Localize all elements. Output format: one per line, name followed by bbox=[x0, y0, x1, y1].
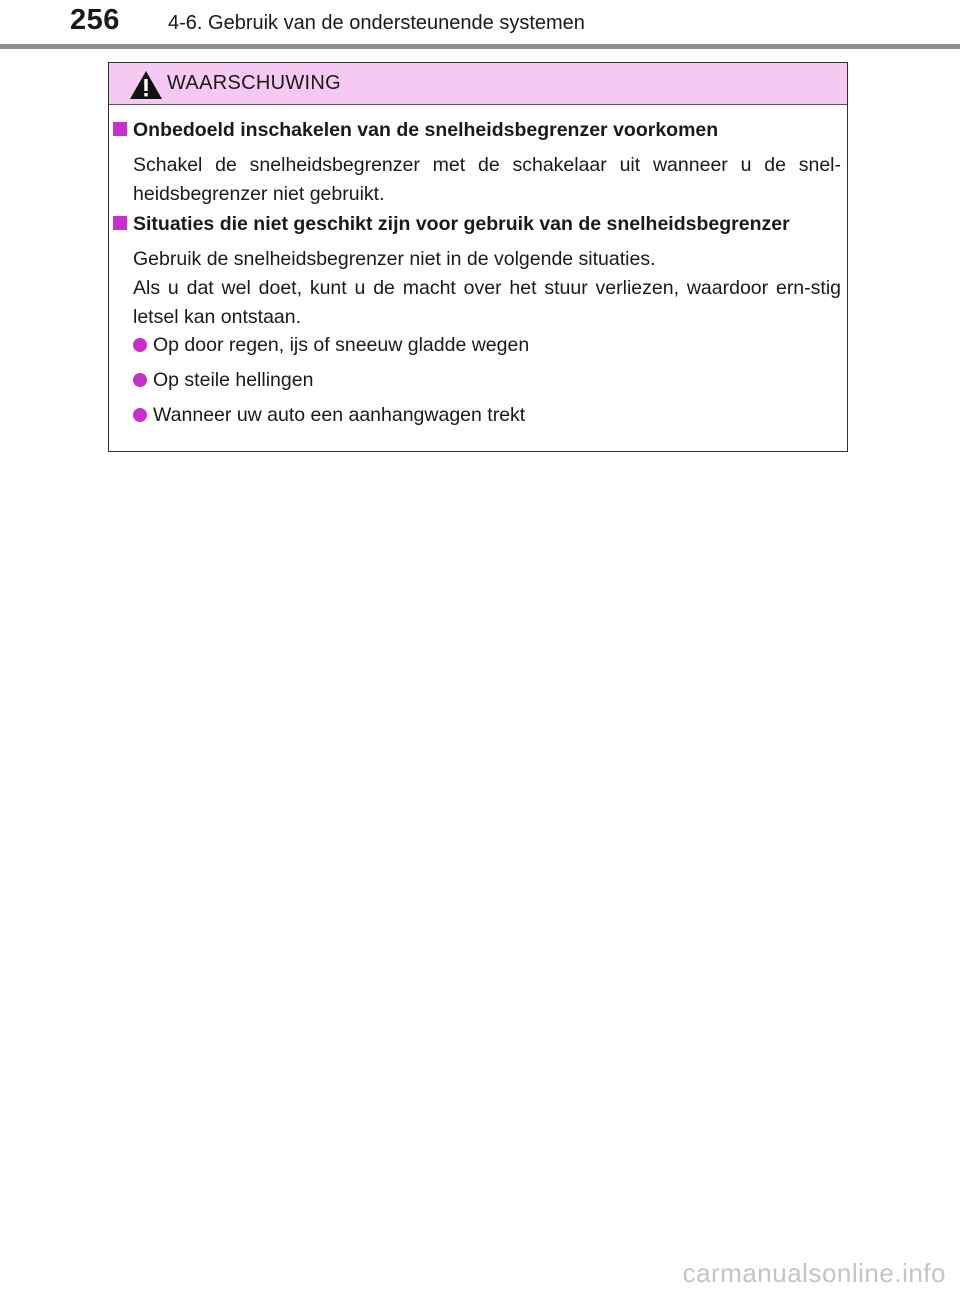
list-item-text: Wanneer uw auto een aanhangwagen trekt bbox=[153, 404, 526, 426]
warning-triangle-icon bbox=[129, 70, 163, 100]
warning-box bbox=[108, 62, 848, 452]
square-bullet-icon bbox=[113, 122, 127, 136]
round-bullet-icon bbox=[133, 408, 147, 422]
paragraph: Gebruik de snelheidsbegrenzer niet in de volgende situaties. bbox=[133, 248, 656, 270]
list-item bbox=[133, 369, 313, 392]
section-heading bbox=[113, 213, 790, 236]
list-item bbox=[133, 404, 525, 427]
warning-label: WAARSCHUWING bbox=[167, 72, 341, 94]
section-heading bbox=[113, 119, 718, 142]
round-bullet-icon bbox=[133, 338, 147, 352]
section-title: 4-6. Gebruik van de ondersteunende systemen bbox=[168, 12, 585, 34]
list-item bbox=[133, 334, 529, 357]
warning-header bbox=[109, 63, 847, 105]
square-bullet-icon bbox=[113, 216, 127, 230]
paragraph: Schakel de snelheidsbegrenzer met de schakelaar uit wanneer u de snel-heidsbegrenzer niet gebruikt. bbox=[133, 154, 841, 205]
list-item-text: Op door regen, ijs of sneeuw gladde wegen bbox=[153, 334, 530, 356]
section-heading-text: Onbedoeld inschakelen van de snelheidsbegrenzer voorkomen bbox=[133, 119, 719, 141]
header-divider bbox=[0, 44, 960, 49]
section-heading-text: Situaties die niet geschikt zijn voor gebruik van de snelheidsbegrenzer bbox=[133, 213, 790, 235]
round-bullet-icon bbox=[133, 373, 147, 387]
page-number: 256 bbox=[70, 4, 120, 36]
list-item-text: Op steile hellingen bbox=[153, 369, 314, 391]
paragraph: Als u dat wel doet, kunt u de macht over het stuur verliezen, waardoor ern-stig letsel kan ontstaan. bbox=[133, 277, 841, 328]
watermark: carmanualsonline.info bbox=[682, 1258, 946, 1288]
